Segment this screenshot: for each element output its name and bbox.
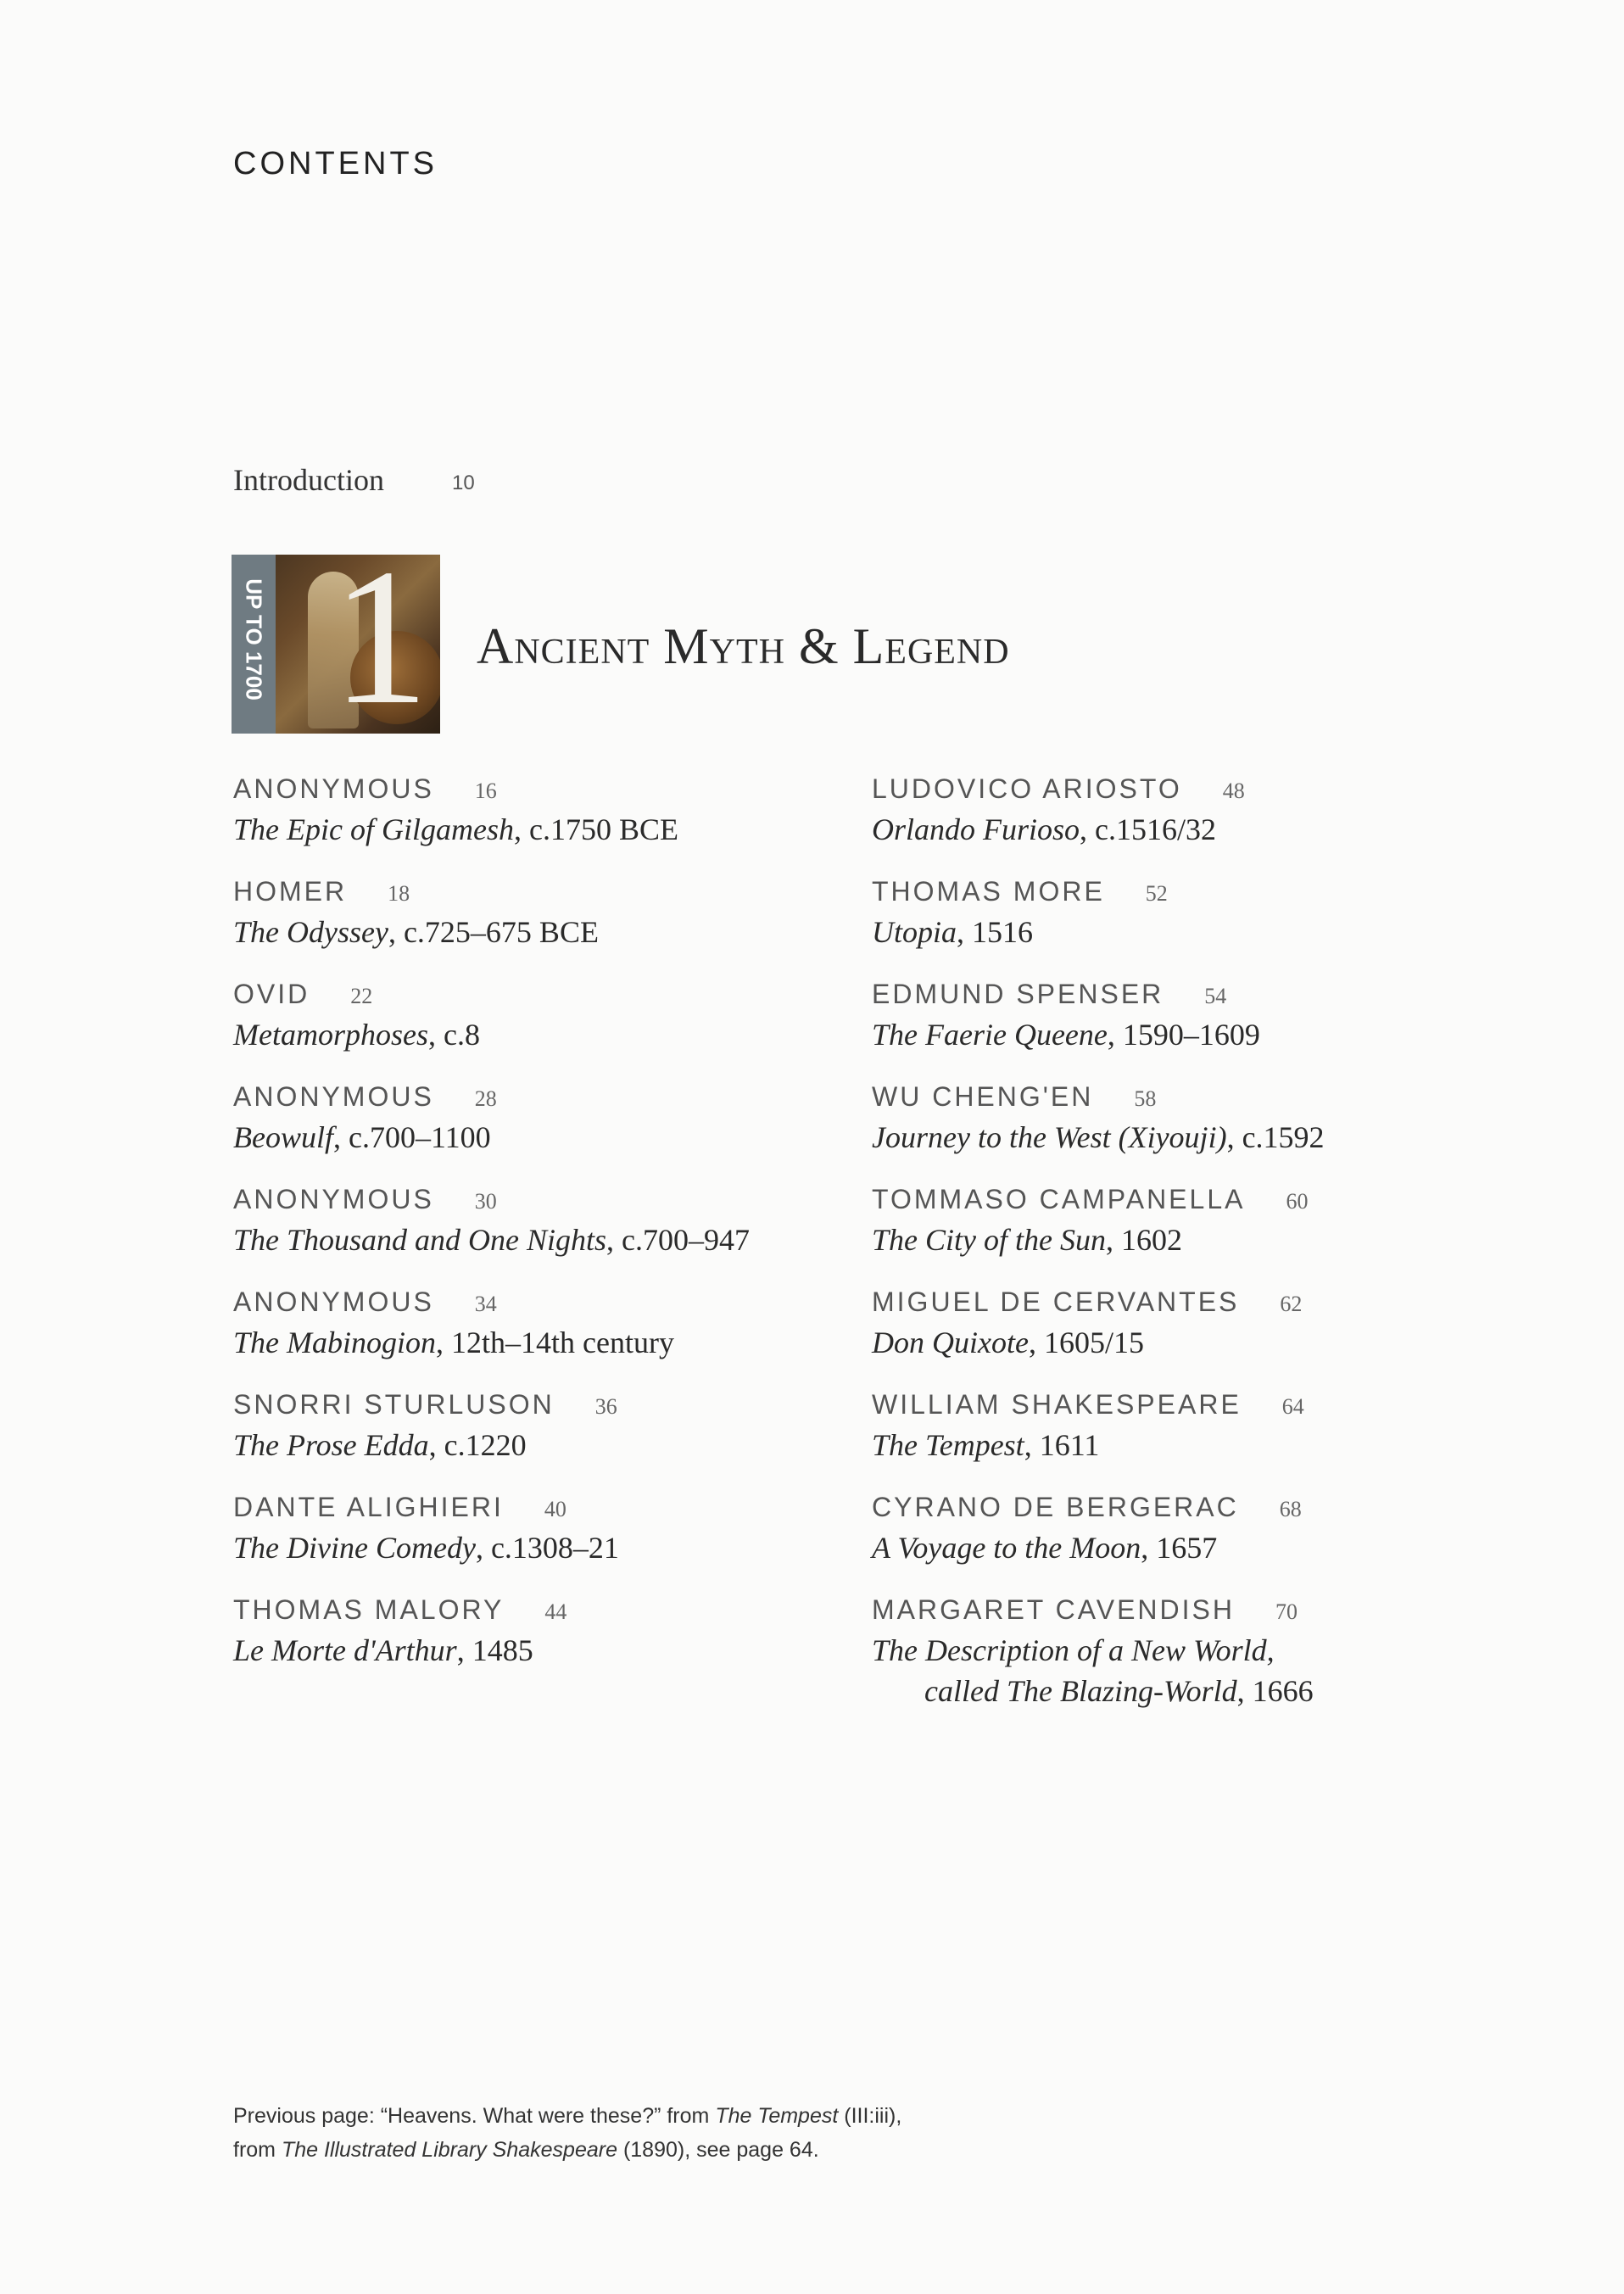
work-title: Metamorphoses (233, 1018, 428, 1052)
chapter-era: UP TO 1700 (241, 578, 267, 700)
page-number: 60 (1286, 1189, 1309, 1214)
entry-work (233, 1325, 878, 1360)
page-number: 22 (350, 984, 373, 1008)
entry-work (872, 1427, 1516, 1463)
work-title: Orlando Furioso (872, 812, 1080, 846)
author-name: ANONYMOUS (233, 1081, 434, 1112)
toc-entry[interactable] (872, 1492, 1516, 1594)
page-number: 44 (544, 1599, 567, 1624)
entry-work (233, 1530, 878, 1566)
author-name: SNORRI STURLUSON (233, 1389, 555, 1420)
author-name: CYRANO DE BERGERAC (872, 1492, 1239, 1522)
work-date: , 1516 (957, 915, 1034, 949)
left-column (233, 773, 878, 1697)
page-number: 70 (1275, 1599, 1298, 1624)
introduction-entry[interactable] (233, 462, 475, 498)
work-date: , c.8 (427, 1018, 480, 1052)
work-date: , c.1308–21 (475, 1531, 619, 1565)
work-date: , c.1592 (1226, 1120, 1325, 1154)
toc-entry[interactable] (233, 1287, 878, 1389)
page-number: 18 (388, 881, 410, 906)
author-name: WILLIAM SHAKESPEARE (872, 1389, 1242, 1420)
toc-entry[interactable] (233, 1389, 878, 1492)
page-number: 40 (544, 1497, 566, 1521)
entry-author (872, 1389, 1516, 1420)
author-name: EDMUND SPENSER (872, 979, 1164, 1009)
toc-entry[interactable] (872, 876, 1516, 979)
entry-work (872, 812, 1516, 847)
entry-author (872, 1184, 1516, 1215)
page-number: 64 (1281, 1394, 1304, 1419)
entry-author (872, 773, 1516, 805)
work-title: The Tempest (872, 1428, 1024, 1462)
page-number: 58 (1134, 1086, 1157, 1111)
work-date: , c.1516/32 (1080, 812, 1217, 846)
entry-author (872, 1594, 1516, 1626)
work-date: , 1657 (1141, 1531, 1218, 1565)
entry-author (233, 1081, 878, 1113)
page-number: 48 (1222, 779, 1245, 803)
work-date: , c.725–675 BCE (388, 915, 599, 949)
work-title: The Odyssey (233, 915, 388, 949)
entry-work (233, 812, 878, 847)
entry-author (233, 979, 878, 1010)
entry-work (872, 1325, 1516, 1360)
work-date: , c.700–1100 (332, 1120, 491, 1154)
page-number: 28 (474, 1086, 497, 1111)
entry-author (233, 1492, 878, 1523)
work-title: Beowulf (233, 1120, 333, 1154)
work-date: , 12th–14th century (436, 1326, 674, 1359)
work-title: A Voyage to the Moon (872, 1531, 1141, 1565)
work-title: The Divine Comedy (233, 1531, 476, 1565)
toc-entry[interactable] (233, 1184, 878, 1287)
entry-work (872, 1119, 1516, 1155)
page-number: 16 (474, 779, 497, 803)
entry-author (872, 876, 1516, 907)
page-number: 68 (1279, 1497, 1302, 1521)
work-date: , c.1750 BCE (513, 812, 678, 846)
page-number: 34 (474, 1292, 497, 1316)
work-title-continued (872, 1673, 1516, 1709)
entry-author (233, 1287, 878, 1318)
entry-author (872, 1081, 1516, 1113)
work-title: The Mabinogion (233, 1326, 436, 1359)
work-date: , 1666 (1236, 1674, 1314, 1708)
toc-entry[interactable] (872, 1594, 1516, 1708)
page-number: 30 (474, 1189, 497, 1214)
toc-entry[interactable] (872, 1081, 1516, 1184)
author-name: TOMMASO CAMPANELLA (872, 1184, 1246, 1214)
introduction-page: 10 (451, 471, 475, 494)
author-name: MARGARET CAVENDISH (872, 1594, 1235, 1625)
entry-work (233, 1633, 878, 1668)
caption-line-1: Previous page: “Heavens. What were these?” from The Tempest (III:iii), (233, 2104, 902, 2128)
work-date: , 1602 (1105, 1223, 1182, 1257)
toc-entry[interactable] (233, 876, 878, 979)
author-name: LUDOVICO ARIOSTO (872, 773, 1182, 804)
right-column (872, 773, 1516, 1708)
work-title: The Faerie Queene (872, 1018, 1108, 1052)
entry-work (872, 1530, 1516, 1566)
work-title: Utopia (872, 915, 957, 949)
work-title: The Epic of Gilgamesh (233, 812, 514, 846)
author-name: HOMER (233, 876, 348, 907)
chapter-number: 1 (332, 555, 429, 734)
entry-work (233, 1017, 878, 1052)
chapter-thumbnail (232, 555, 440, 734)
entry-author (233, 876, 878, 907)
entry-author (233, 1389, 878, 1420)
author-name: ANONYMOUS (233, 1184, 434, 1214)
work-date: , c.700–947 (606, 1223, 751, 1257)
author-name: ANONYMOUS (233, 773, 434, 804)
entry-author (233, 1184, 878, 1215)
caption-line-2: from The Illustrated Library Shakespeare (1890), see page 64. (233, 2138, 819, 2162)
work-date: , c.1220 (428, 1428, 527, 1462)
work-title: The Thousand and One Nights (233, 1223, 607, 1257)
toc-entry[interactable] (233, 1492, 878, 1594)
toc-entry[interactable] (872, 1184, 1516, 1287)
work-title: Don Quixote (872, 1326, 1029, 1359)
toc-entry[interactable] (233, 979, 878, 1081)
page-number: 62 (1280, 1292, 1303, 1316)
author-name: OVID (233, 979, 310, 1009)
chapter-title: Ancient Myth & Legend (477, 618, 1010, 674)
toc-entry[interactable] (233, 1594, 878, 1697)
page-number: 36 (594, 1394, 617, 1419)
entry-work (872, 1017, 1516, 1052)
toc-entry[interactable] (872, 773, 1516, 876)
author-name: THOMAS MORE (872, 876, 1105, 907)
entry-author (233, 1594, 878, 1626)
page-number: 54 (1204, 984, 1227, 1008)
entry-author (872, 979, 1516, 1010)
work-date: , 1590–1609 (1107, 1018, 1260, 1052)
toc-entry[interactable] (872, 1287, 1516, 1389)
entry-work (233, 1119, 878, 1155)
toc-entry[interactable] (872, 979, 1516, 1081)
work-date: , 1485 (456, 1633, 533, 1667)
entry-work (872, 914, 1516, 950)
work-title: The Description of a New World, (872, 1633, 1275, 1667)
work-title-line-2: called The Blazing-World (924, 1674, 1237, 1708)
toc-entry[interactable] (233, 773, 878, 876)
page-number: 52 (1145, 881, 1168, 906)
work-title: Journey to the West (Xiyouji) (872, 1120, 1227, 1154)
work-title: Le Morte d'Arthur (233, 1633, 457, 1667)
author-name: WU CHENG'EN (872, 1081, 1094, 1112)
introduction-label: Introduction (233, 463, 384, 497)
entry-work (233, 1427, 878, 1463)
toc-entry[interactable] (872, 1389, 1516, 1492)
entry-work (872, 1222, 1516, 1258)
work-title: The Prose Edda (233, 1428, 429, 1462)
work-date: , 1611 (1024, 1428, 1100, 1462)
author-name: THOMAS MALORY (233, 1594, 505, 1625)
work-date: , 1605/15 (1028, 1326, 1144, 1359)
author-name: DANTE ALIGHIERI (233, 1492, 504, 1522)
entry-author (872, 1287, 1516, 1318)
entry-work (233, 914, 878, 950)
entry-work (233, 1222, 878, 1258)
image-caption (233, 2099, 901, 2167)
author-name: MIGUEL DE CERVANTES (872, 1287, 1240, 1317)
page-title: CONTENTS (233, 146, 438, 181)
author-name: ANONYMOUS (233, 1287, 434, 1317)
toc-entry[interactable] (233, 1081, 878, 1184)
entry-work (872, 1633, 1516, 1709)
entry-author (233, 773, 878, 805)
work-title: The City of the Sun (872, 1223, 1106, 1257)
entry-author (872, 1492, 1516, 1523)
